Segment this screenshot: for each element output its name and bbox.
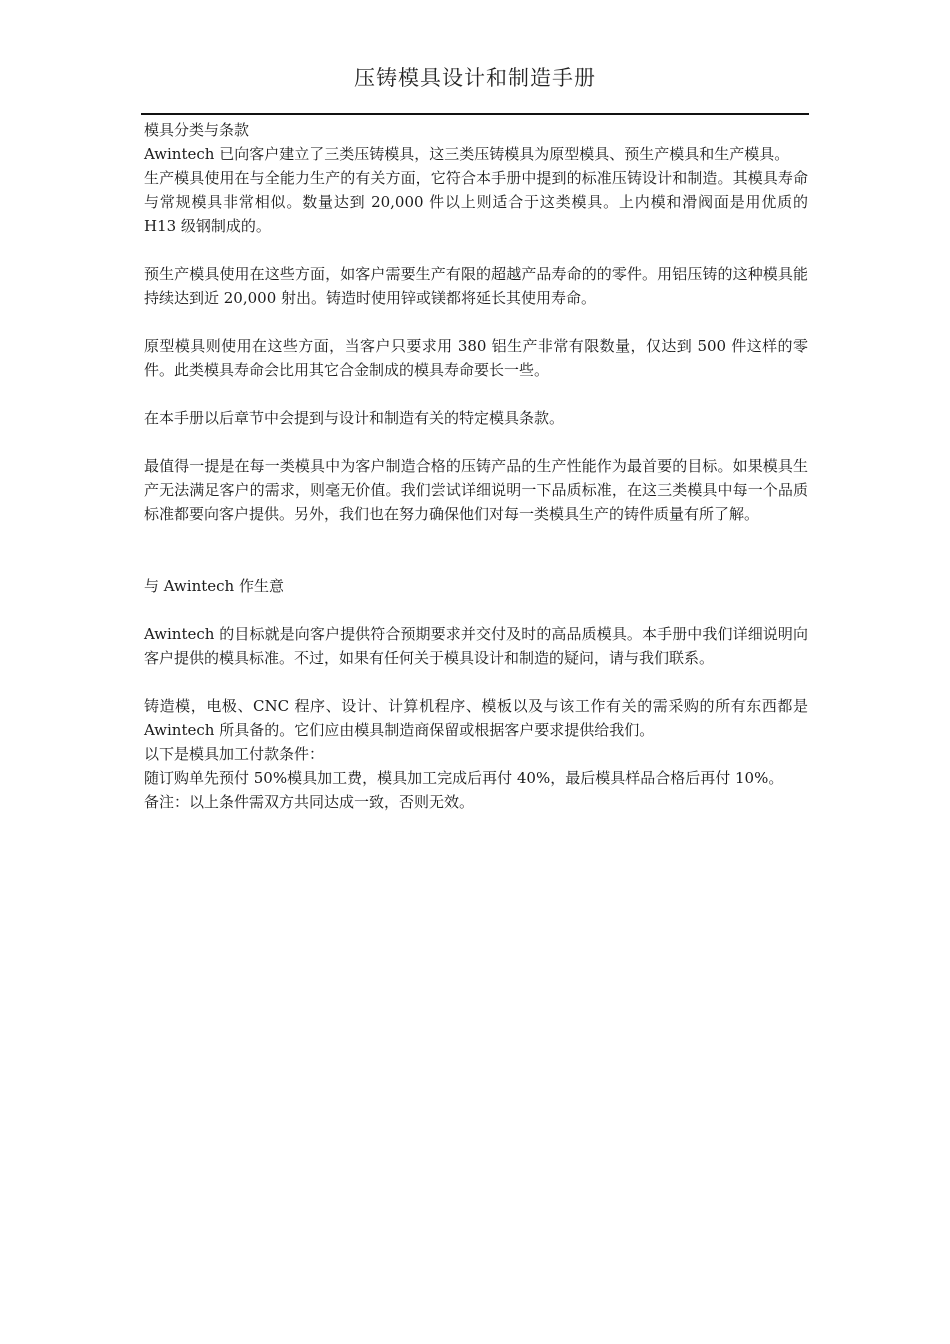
paragraph: 在本手册以后章节中会提到与设计和制造有关的特定模具条款。 — [144, 409, 565, 427]
spacer — [144, 670, 808, 694]
spacer — [144, 430, 808, 454]
page-header-title: 压铸模具设计和制造手册 — [354, 66, 596, 90]
paragraph: Awintech 已向客户建立了三类压铸模具，这三类压铸模具为原型模具、预生产模具和生产模具。 — [144, 145, 790, 163]
paragraph: 随订购单先预付 50%模具加工费，模具加工完成后再付 40%，最后模具样品合格后再付 10%。 — [144, 769, 784, 787]
paragraph: 备注：以上条件需双方共同达成一致，否则无效。 — [144, 793, 475, 811]
spacer — [144, 598, 808, 622]
paragraph: 生产模具使用在与全能力生产的有关方面，它符合本手册中提到的标准压铸设计和制造。其模具寿命与常规模具非常相似。数量达到 20,000 件以上则适合于这类模具。上内模和滑阀面是用优质的 H13 级钢制成的。 — [144, 169, 808, 235]
header-divider — [141, 113, 809, 115]
paragraph: 原型模具则使用在这些方面，当客户只要求用 380 铝生产非常有限数量，仅达到 500 件这样的零件。此类模具寿命会比用其它合金制成的模具寿命要长一些。 — [144, 337, 808, 379]
paragraph: 铸造模，电极、CNC 程序、设计、计算机程序、模板以及与该工作有关的需采购的所有东西都是 Awintech 所具备的。它们应由模具制造商保留或根据客户要求提供给我们。 — [144, 697, 808, 739]
spacer — [144, 310, 808, 334]
paragraph: Awintech 的目标就是向客户提供符合预期要求并交付及时的高品质模具。本手册中我们详细说明向客户提供的模具标准。不过，如果有任何关于模具设计和制造的疑问，请与我们联系。 — [144, 625, 808, 667]
paragraph: 预生产模具使用在这些方面，如客户需要生产有限的超越产品寿命的的零件。用铝压铸的这种模具能持续达到近 20,000 射出。铸造时使用锌或镁都将延长其使用寿命。 — [144, 265, 808, 307]
paragraph: 以下是模具加工付款条件： — [144, 745, 325, 763]
section-heading-classification: 模具分类与条款 — [144, 121, 250, 139]
spacer — [144, 238, 808, 262]
section-heading-business: 与 Awintech 作生意 — [144, 577, 284, 595]
document-body — [144, 118, 808, 814]
spacer — [144, 526, 808, 574]
spacer — [144, 382, 808, 406]
paragraph: 最值得一提是在每一类模具中为客户制造合格的压铸产品的生产性能作为最首要的目标。如果模具生产无法满足客户的需求，则毫无价值。我们尝试详细说明一下品质标准，在这三类模具中每一个品质标准都要向客户提供。另外，我们也在努力确保他们对每一类模具生产的铸件质量有所了解。 — [144, 457, 808, 523]
